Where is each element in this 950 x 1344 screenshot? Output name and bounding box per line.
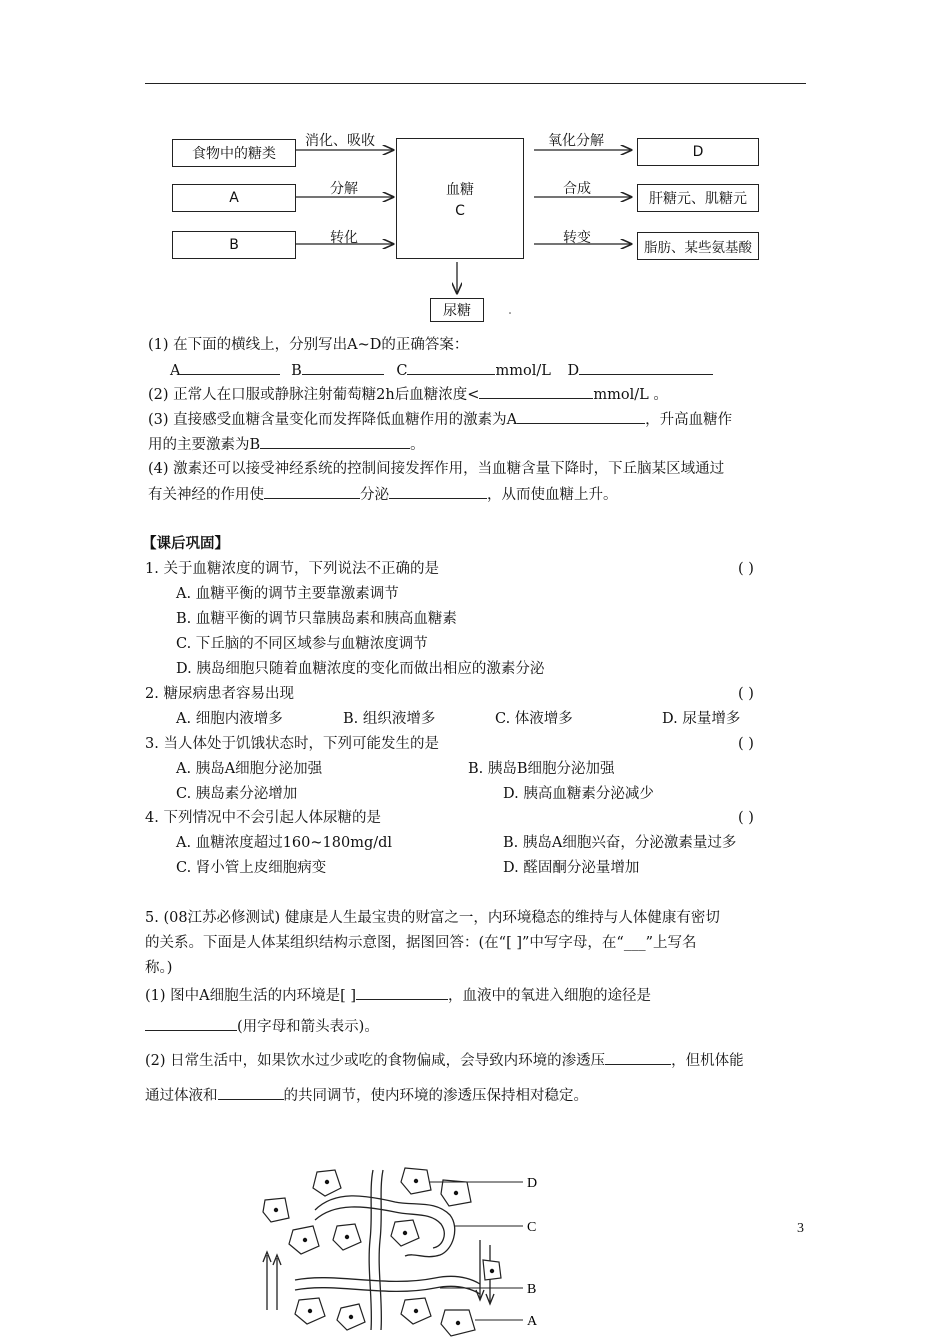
mc-3-option-b[interactable]: B. 胰岛B细胞分泌加强	[468, 761, 615, 777]
answer-a-label: A	[170, 363, 181, 379]
tissue-label-b: B	[527, 1282, 537, 1297]
label-decompose: 分解	[330, 181, 358, 197]
q4-blank-2[interactable]	[389, 484, 487, 499]
q3-line2-text: 用的主要激素为B	[148, 437, 261, 453]
q5-part2-line2-text: 通过体液和	[145, 1088, 218, 1104]
label-oxidize: 氧化分解	[548, 133, 604, 149]
q2-unit: mmol/L 。	[593, 387, 668, 403]
mc-2-stem: 2. 糖尿病患者容易出现	[145, 686, 294, 702]
mc-3-stem: 3. 当人体处于饥饿状态时，下列可能发生的是	[145, 736, 439, 752]
q5-part2-text: (2) 日常生活中，如果饮水过少或吃的食物偏咸，会导致内环境的渗透压	[145, 1053, 606, 1069]
page-number: 3	[797, 1221, 804, 1236]
q4-text: 有关神经的作用使	[148, 487, 264, 503]
answer-d-blank[interactable]	[579, 360, 713, 375]
answer-b-label: B	[291, 363, 302, 379]
label-synthesize: 合成	[563, 181, 591, 197]
mc-1-option-b[interactable]: B. 血糖平衡的调节只靠胰岛素和胰高血糖素	[176, 611, 457, 627]
question-4-line2	[148, 484, 618, 505]
q5-part2-text-end: ，但机体能	[671, 1053, 744, 1069]
diagram-arrows	[0, 0, 950, 340]
mc-1-option-c[interactable]: C. 下丘脑的不同区域参与血糖浓度调节	[176, 636, 428, 652]
label-convert: 转化	[330, 230, 358, 246]
tissue-label-a: A	[527, 1314, 538, 1329]
label-digest-absorb: 消化、吸收	[305, 133, 375, 149]
answer-a-blank[interactable]	[180, 360, 280, 375]
q5-part2-blank-1[interactable]	[605, 1050, 671, 1065]
question-1-diagram: (1) 在下面的横线上，分别写出A~D的正确答案：	[148, 337, 469, 353]
q5-part2-blank-2[interactable]	[218, 1085, 284, 1100]
mc-2-option-a[interactable]: A. 细胞内液增多	[176, 711, 283, 727]
box-fat-amino: 脂肪、某些氨基酸	[637, 232, 759, 260]
q5-part1-blank-path[interactable]	[145, 1016, 237, 1031]
box-b: B	[172, 231, 296, 259]
q5-part1-text: (1) 图中A细胞生活的内环境是[ ]	[145, 988, 357, 1004]
box-urine-sugar: 尿糖	[430, 298, 484, 322]
q5-part2-line2-end: 的共同调节，使内环境的渗透压保持相对稳定。	[283, 1088, 588, 1104]
blood-sugar-letter: C	[455, 202, 465, 219]
mc-4-stem: 4. 下列情况中不会引起人体尿糖的是	[145, 810, 381, 826]
mc-1-stem: 1. 关于血糖浓度的调节，下列说法不正确的是	[145, 561, 439, 577]
q2-blank[interactable]	[479, 384, 593, 399]
q5-intro-line1: 5. (08江苏必修测试) 健康是人生最宝贵的财富之一，内环境稳态的维持与人体健康有密切	[145, 910, 720, 926]
blood-sugar-title: 血糖	[446, 181, 474, 198]
q4-text-end: ，从而使血糖上升。	[487, 487, 618, 503]
mc-3-option-c[interactable]: C. 胰岛素分泌增加	[176, 786, 298, 802]
question-4-diagram: (4) 激素还可以接受神经系统的控制间接发挥作用，当血糖含量下降时，下丘脑某区域通过	[148, 461, 725, 477]
question-2-diagram	[148, 384, 668, 405]
label-change: 转变	[563, 230, 591, 246]
q5-intro-line3: 称。)	[145, 960, 173, 976]
q4-text-mid: 分泌	[360, 487, 389, 503]
question-3-line2	[148, 434, 425, 455]
q4-blank-1[interactable]	[264, 484, 360, 499]
tissue-label-d: D	[527, 1176, 538, 1191]
box-d: D	[637, 138, 759, 166]
q3-blank-a[interactable]	[517, 409, 645, 424]
box-glycogen: 肝糖元、肌糖元	[637, 184, 759, 212]
answer-c-label: C	[396, 363, 408, 379]
q5-part1-text-end: ，血液中的氧进入细胞的途径是	[448, 988, 652, 1004]
q3-blank-b[interactable]	[260, 434, 410, 449]
mc-2-option-b[interactable]: B. 组织液增多	[343, 711, 436, 727]
mc-3-answer-paren[interactable]: ( )	[738, 736, 754, 752]
mc-1-answer-paren[interactable]: ( )	[738, 561, 754, 577]
q5-part2-line2	[145, 1085, 588, 1106]
q5-part1-line2-text: (用字母和箭头表示)。	[237, 1019, 379, 1035]
mc-2-option-c[interactable]: C. 体液增多	[495, 711, 573, 727]
answer-c-unit: mmol/L	[495, 363, 551, 379]
mc-2-answer-paren[interactable]: ( )	[738, 686, 754, 702]
mc-3-option-a[interactable]: A. 胰岛A细胞分泌加强	[176, 761, 323, 777]
mc-4-option-d[interactable]: D. 醛固酮分泌量增加	[503, 860, 640, 876]
q5-part1	[145, 985, 651, 1006]
mc-4-option-b[interactable]: B. 胰岛A细胞兴奋，分泌激素量过多	[503, 835, 737, 851]
mc-1-option-a[interactable]: A. 血糖平衡的调节主要靠激素调节	[176, 586, 399, 602]
q5-part2	[145, 1050, 744, 1071]
mc-4-answer-paren[interactable]: ( )	[738, 810, 754, 826]
q3-line2-end: 。	[410, 437, 425, 453]
q5-part1-blank-name[interactable]	[356, 985, 448, 1000]
box-food-sugar: 食物中的糖类	[172, 139, 296, 167]
q3-text: (3) 直接感受血糖含量变化而发挥降低血糖作用的激素为A	[148, 412, 518, 428]
q2-text: (2) 正常人在口服或静脉注射葡萄糖2h后血糖浓度<	[148, 387, 480, 403]
answer-c-blank[interactable]	[407, 360, 495, 375]
question-3-diagram	[148, 409, 732, 430]
mc-4-option-c[interactable]: C. 肾小管上皮细胞病变	[176, 860, 327, 876]
section-title: 【课后巩固】	[142, 535, 229, 552]
q5-intro-line2: 的关系。下面是人体某组织结构示意图，据图回答：(在“[ ]”中写字母，在“___”上写名	[145, 935, 697, 951]
answer-d-label: D	[567, 363, 580, 379]
q3-text-mid: ，升高血糖作	[645, 412, 733, 428]
question-1-answers	[170, 360, 713, 381]
mc-3-option-d[interactable]: D. 胰高血糖素分泌减少	[503, 786, 654, 802]
mc-1-option-d[interactable]: D. 胰岛细胞只随着血糖浓度的变化而做出相应的激素分泌	[176, 661, 545, 677]
mc-2-option-d[interactable]: D. 尿量增多	[662, 711, 741, 727]
tissue-label-c: C	[527, 1220, 537, 1235]
answer-b-blank[interactable]	[302, 360, 384, 375]
box-a: A	[172, 184, 296, 212]
tissue-structure-diagram	[255, 1160, 555, 1344]
mc-4-option-a[interactable]: A. 血糖浓度超过160~180mg/dl	[176, 835, 393, 851]
q5-part1-line2	[145, 1016, 379, 1037]
